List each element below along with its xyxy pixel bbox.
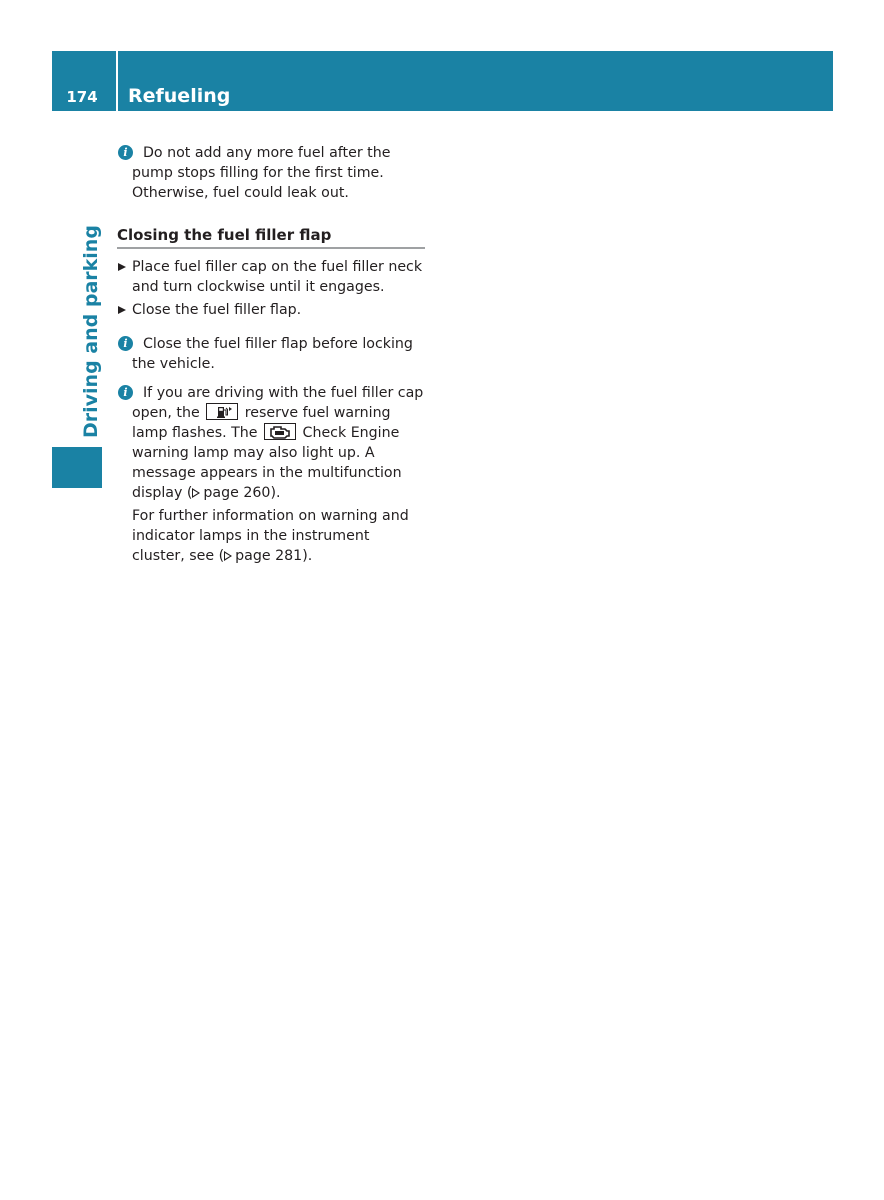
note-text-part: For further information on warning and indicator lamps in the instrument cluster, see ( [132,508,409,564]
step-text: Close the fuel filler flap. [132,302,302,318]
side-tab-label: Driving and parking [80,225,102,438]
note-text-part: reserve fuel warning lamp flashes. The [132,405,391,441]
check-engine-warning-lamp-icon [264,423,296,440]
page-number: 174 [66,88,98,106]
note-text-part: Check Engine warning lamp may also light up. A message appears in the multifunction display ( [132,425,402,501]
page-reference-arrow-icon [225,552,232,560]
fuel-reserve-warning-lamp-icon [206,403,238,420]
page-reference-link[interactable]: page 281 [235,548,303,564]
note-text-part: If you are driving with the fuel filler cap open, the [132,385,424,421]
page-reference-link[interactable]: page 260 [203,485,271,501]
header-divider [116,51,118,111]
step-arrow-icon [118,306,126,314]
step-arrow-icon [118,263,126,271]
step-text: Place fuel filler cap on the fuel filler neck and turn clockwise until it engages. [132,259,423,295]
info-icon: i [118,385,133,400]
info-icon: i [118,336,133,351]
page-content [117,143,425,575]
note-fuel-overfill [117,143,425,203]
note-warning-lamps [117,383,425,566]
note-text: Close the fuel filler flap before locking the vehicle. [132,336,413,372]
info-icon: i [118,145,133,160]
note-lock-vehicle [117,334,425,374]
section-heading: Closing the fuel filler flap [117,225,425,249]
side-tab-marker [52,447,102,488]
step-item [117,257,425,297]
page-title: Refueling [128,85,231,107]
note-text-part: ). [302,548,313,564]
note-text: Do not add any more fuel after the pump stops filling for the first time. Otherwise, fuel could leak out. [132,145,391,201]
step-item [117,300,425,320]
note-text-part: ). [270,485,281,501]
page-reference-arrow-icon [193,489,200,497]
